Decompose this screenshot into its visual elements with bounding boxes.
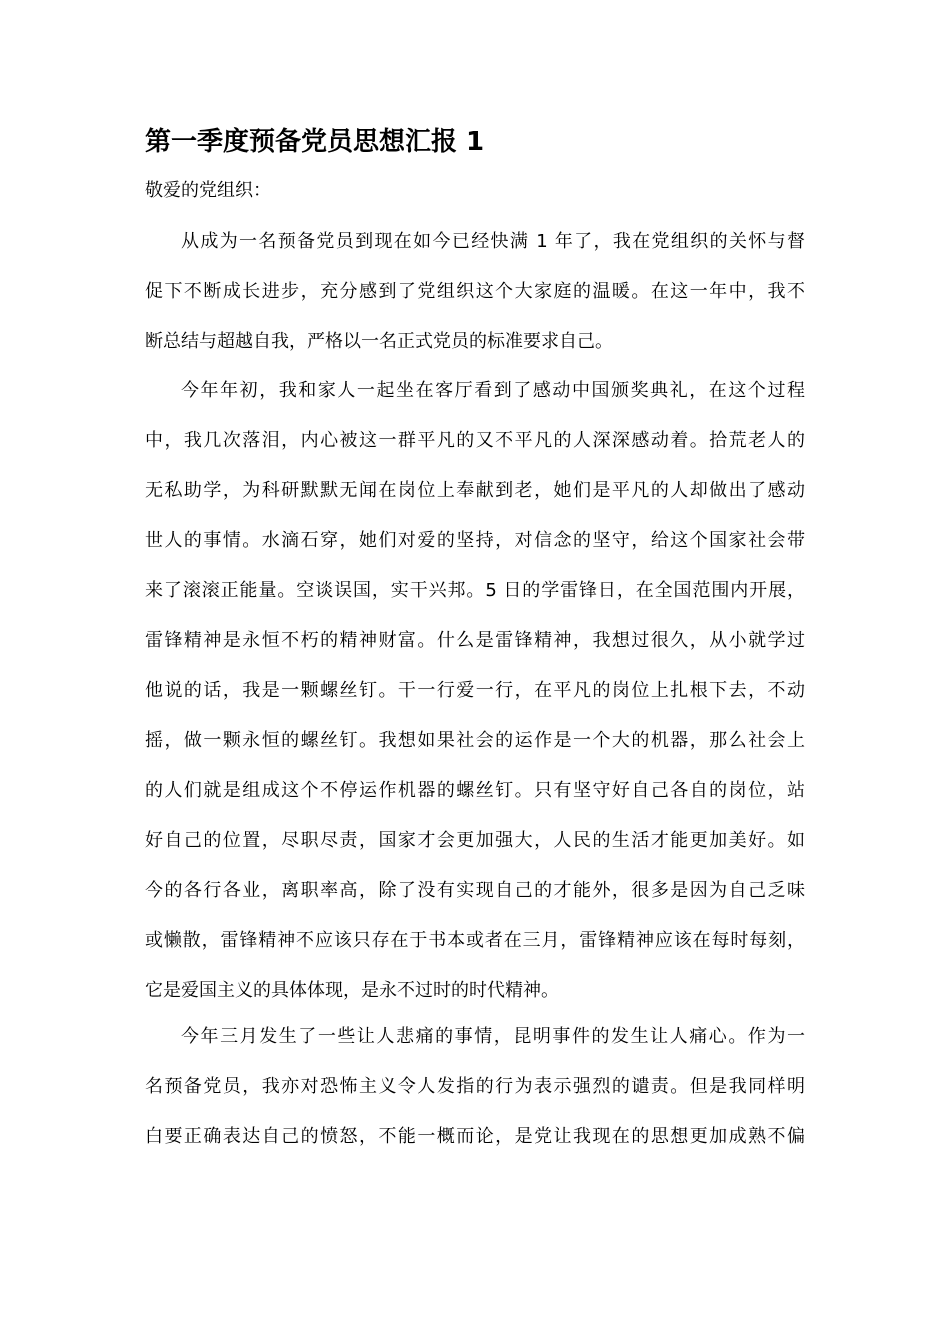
- text-line: 今的各行各业，离职率高，除了没有实现自己的才能外，很多是因为自己乏味: [145, 880, 805, 901]
- text-line: 世人的事情。水滴石穿，她们对爱的坚持，对信念的坚守，给这个国家社会带: [145, 530, 805, 551]
- paragraph-2: [145, 366, 805, 1016]
- text-line: 或懒散，雷锋精神不应该只存在于书本或者在三月，雷锋精神应该在每时每刻，: [145, 930, 805, 951]
- text-line: 的人们就是组成这个不停运作机器的螺丝钉。只有坚守好自己各自的岗位，站: [145, 780, 805, 801]
- text-line: 它是爱国主义的具体体现，是永不过时的时代精神。: [145, 980, 559, 1001]
- paragraph-3: [145, 1012, 805, 1162]
- text-line: 好自己的位置，尽职尽责，国家才会更加强大，人民的生活才能更加美好。如: [145, 830, 805, 851]
- document-title: 第一季度预备党员思想汇报 1: [145, 127, 485, 157]
- text-line: 他说的话，我是一颗螺丝钉。干一行爱一行，在平凡的岗位上扎根下去，不动: [145, 680, 805, 701]
- text-line: 从成为一名预备党员到现在如今已经快满 1 年了，我在党组织的关怀与督: [181, 231, 805, 252]
- text-line: 雷锋精神是永恒不朽的精神财富。什么是雷锋精神，我想过很久，从小就学过: [145, 630, 805, 651]
- text-line: 来了滚滚正能量。空谈误国，实干兴邦。5 日的学雷锋日，在全国范围内开展，: [145, 580, 805, 601]
- salutation: 敬爱的党组织：: [145, 180, 271, 201]
- text-line: 今年三月发生了一些让人悲痛的事情，昆明事件的发生让人痛心。作为一: [181, 1026, 805, 1047]
- text-line: 摇，做一颗永恒的螺丝钉。我想如果社会的运作是一个大的机器，那么社会上: [145, 730, 805, 751]
- text-line: 无私助学，为科研默默无闻在岗位上奉献到老，她们是平凡的人却做出了感动: [145, 480, 805, 501]
- text-line: 断总结与超越自我，严格以一名正式党员的标准要求自己。: [145, 331, 613, 352]
- text-line: 中，我几次落泪，内心被这一群平凡的又不平凡的人深深感动着。拾荒老人的: [145, 430, 805, 451]
- text-line: 今年年初，我和家人一起坐在客厅看到了感动中国颁奖典礼，在这个过程: [181, 380, 805, 401]
- text-line: 名预备党员，我亦对恐怖主义令人发指的行为表示强烈的谴责。但是我同样明: [145, 1076, 805, 1097]
- paragraph-1: [145, 217, 805, 367]
- text-line: 白要正确表达自己的愤怒，不能一概而论，是党让我现在的思想更加成熟不偏: [145, 1126, 805, 1147]
- text-line: 促下不断成长进步，充分感到了党组织这个大家庭的温暖。在这一年中，我不: [145, 281, 805, 302]
